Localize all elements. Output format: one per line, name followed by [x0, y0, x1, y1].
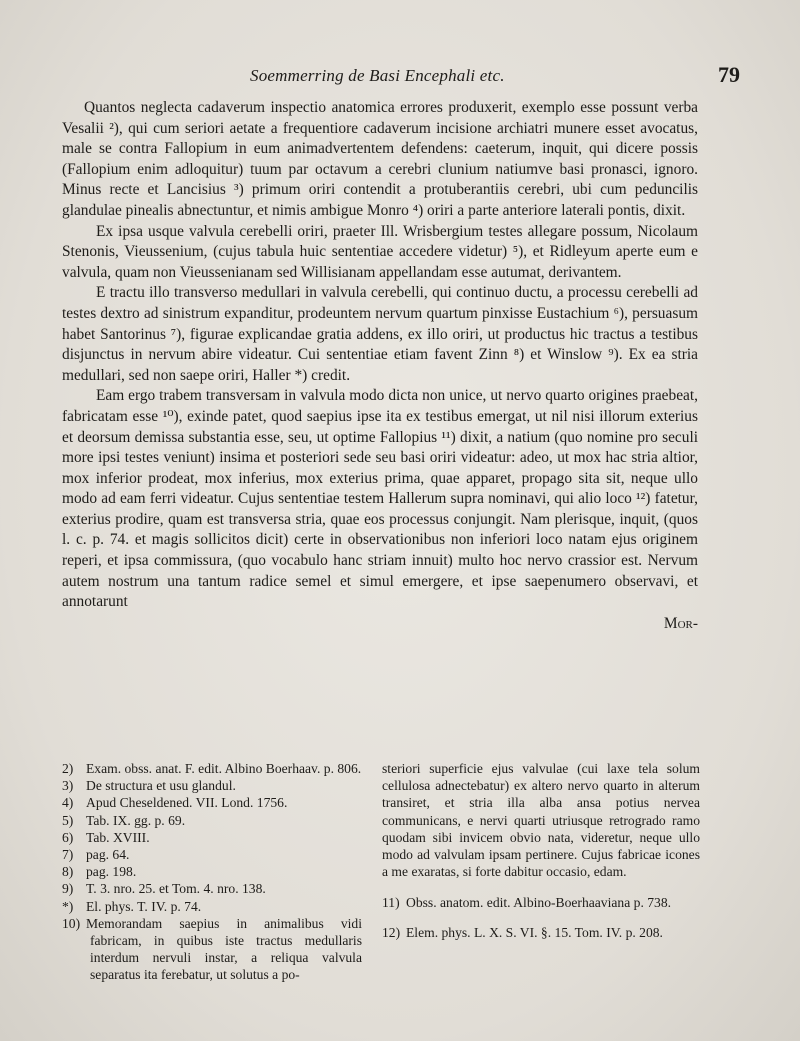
page-header: [50, 62, 760, 92]
main-text: [62, 98, 698, 634]
footnote: 2) Exam. obss. anat. F. edit. Albino Boerhaav. p. 806.: [62, 761, 362, 776]
footnote: 3) De structura et usu glandul.: [62, 778, 236, 794]
footnote: 4) Apud Cheseldened. VII. Lond. 1756.: [62, 795, 288, 811]
paragraph-3: E tractu illo transverso medullari in valvula cerebelli, qui continuo ductu, a processu cerebelli ad testes dextro ad sinistrum expanditur, prodeuntem nervum quartum pinxisse Eustachium ⁶), persuasum habet Santorinus ⁷), figurae explicandae gratia addens, ex illo oriri, ut productus hic tractus a testibus disjunctus in nervum abire videatur. Cui sententiae etiam favent Zinn ⁸) et Winslow ⁹). Ex ea stria medullari, sed non saepe oriri, Haller *) credit.: [62, 284, 698, 384]
footnote: *) El. phys. T. IV. p. 74.: [62, 898, 202, 914]
running-title: Soemmerring de Basi Encephali etc.: [250, 66, 505, 85]
paragraph-4: Eam ergo trabem transversam in valvula modo dicta non unice, ut nervo quarto origines praebeat, fabricatam esse ¹⁰), exinde patet, quod saepius ipse ita ex testibus emergat, ut nil nisi illorum exterius et deorsum demissa substantia esse, seu, ut optime Fallopius ¹¹) dixit, a natium (quo nomine pro seculi more ipsi testes veniunt) insima et posteriori sede seu basi oriri videatur: adeo, ut mox hac stria altior, mox inferior prodeat, mox inferius, mox exterius prima, quae apparet, propago sita sit, neque ullo modo ad eam ferri videatur. Cujus sententiae testem Hallerum supra nominavi, qui alio loco ¹²) fatetur, exterius prodire, quam est transversa stria, quae eos processus conjungit. Nam plerisque, inquit, (quos l. c. p. 74. et magis sollicitos dicit) certe in observationibus non inferiori loco natam ejus originem reperi, et ipsa commissura, (quo vocabulo hanc striam innuit) multo hoc nervo crassior est. Nervum autem nostrum una tantum radice semel et simul emergere, et ipse saepenumero observavi, et annotarunt: [62, 387, 698, 611]
footnotes-right-column: [382, 760, 700, 953]
footnote: 5) Tab. IX. gg. p. 69.: [62, 812, 186, 828]
footnote-continuation: steriori superficie ejus valvulae (cui laxe tela solum cellulosa adnectebatur) ex altero nervo quarto in alterum transiret, et stria illa alba ansa potius nervea communicans, e nervi quarti utriusque retrogrado ramo quodam sibi invicem obvio nata, videretur, neque ullo modo ad valvulam ipsam pertinere. Cujus fabricae icones a me exaratas, si forte dabitur occasio, edam.: [382, 761, 700, 880]
footnote: 11) Obss. anatom. edit. Albino-Boerhaaviana p. 738.: [382, 895, 672, 911]
footnote: 8) pag. 198.: [62, 864, 137, 880]
catchword: Mor-: [663, 614, 698, 632]
footnote: 10) Memorandam saepius in animalibus vidi fabricam, in quibus iste tractus medullaris interdum nervuli instar, a reliqua valvula separatus ita ferebatur, ut solutus a po-: [62, 915, 362, 983]
footnotes: [62, 760, 700, 1030]
footnotes-left-column: [62, 760, 362, 984]
footnote: 7) pag. 64.: [62, 847, 130, 863]
paragraph-1: Quantos neglecta cadaverum inspectio anatomica errores produxerit, exemplo esse possunt verba Vesalii ²), qui cum seriori aetate a frequentiore cadaverum incisione archiatri munere esset avocatus, male se contra Fallopium in eum animadvertentem defendens: caeterum, inquit, qui dicere possis (Fallopium enim adloquitur) tuum par octavum a cerebri clunium natiumve basi pronasci, ignoro. Minus recte et Lancisius ³) primum oriri contendit a protuberantiis cerebri, ubi cum peduncilis glandulae pinealis abnectuntur, et nimis ambigue Monro ⁴) oriri a parte anteriore laterali pontis, dixit.: [62, 99, 698, 219]
footnote: 6) Tab. XVIII.: [62, 829, 150, 845]
footnote: 9) T. 3. nro. 25. et Tom. 4. nro. 138.: [62, 881, 266, 897]
paragraph-2: Ex ipsa usque valvula cerebelli oriri, praeter Ill. Wrisbergium testes allegare possum, Nicolaum Stenonis, Vieussenium, (cujus tabula huic sententiae accedere videtur) ⁵), et Ridleyum aperte eum e valvula, quam non Vieussenianam sed Willisianam appellandam esse autumat, derivantem.: [62, 222, 698, 281]
page-number: 79: [718, 62, 740, 87]
footnote: 12) Elem. phys. L. X. S. VI. §. 15. Tom. IV. p. 208.: [382, 924, 663, 940]
